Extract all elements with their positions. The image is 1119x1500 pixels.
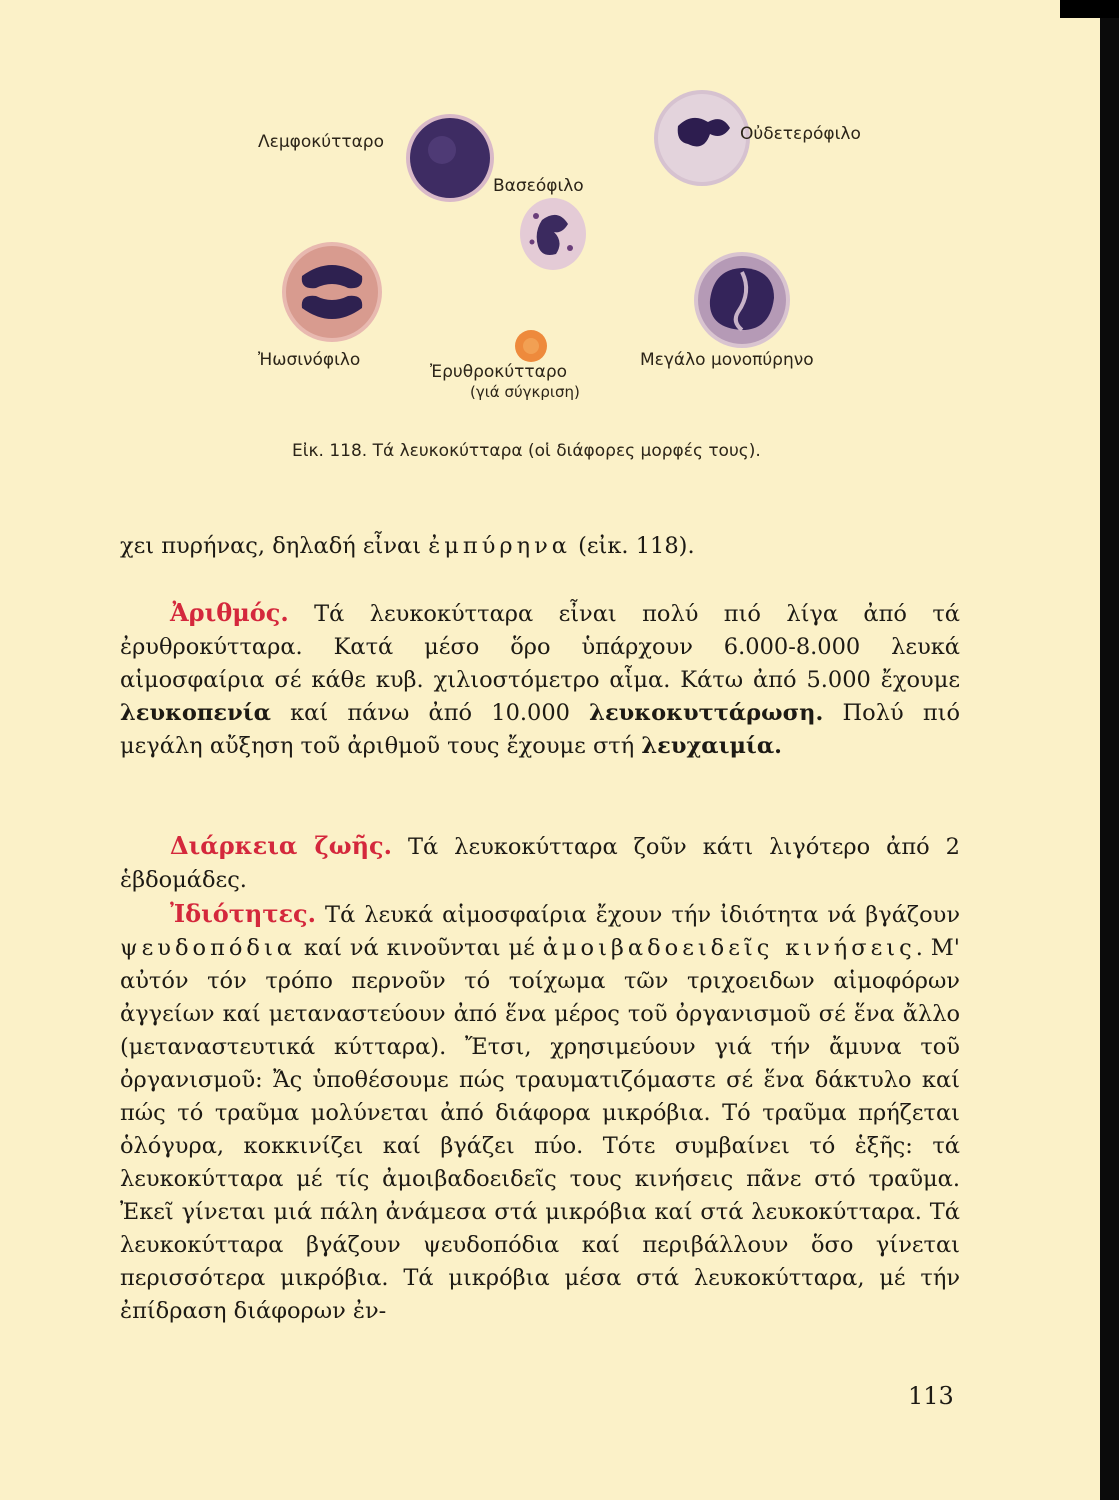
scan-corner — [1060, 0, 1119, 18]
life-heading: Διάρκεια ζωῆς. — [170, 831, 392, 860]
lymphocyte-label: Λεμφοκύτταρο — [258, 132, 384, 152]
erythrocyte-label: Ἐρυθροκύτταρο — [430, 362, 568, 382]
erythrocyte-cell-image — [514, 329, 548, 363]
properties-paragraph: Ἰδιότητες. Τά λευκά αἱμοσφαίρια ἔχουν τήν ἰδιότητα νά βγάζουν ψευδοπόδια καί νά κινοῦνται μέ ἀμοιβαδοειδεῖς κινήσεις. Μ' αὐτόν τόν τρόπο περνοῦν τό τοίχωμα τῶν τριχοειδων αἱμοφόρων ἀγγείων καί μεταναστεύουν ἀπό ἕνα μέρος τοῦ ὀργανισμοῦ σέ ἕνα ἄλλο (μεταναστευτικά κύτταρα). Ἔτσι, χρησιμεύουν γιά τήν ἄμυνα τοῦ ὀργανισμοῦ: Ἄς ὑποθέσουμε πώς τραυματιζόμαστε σέ ἕνα δάκτυλο καί πώς τό τραῦμα μολύνεται ἀπό διάφορα μικρόβια. Τό τραῦμα πρήζεται ὁλόγυρα, κοκκινίζει καί βγάζει πύο. Τότε συμβαίνει τό ἑξῆς: τά λευκοκύτταρα μέ τίς ἀμοιβαδοειδεῖς τους κινήσεις πᾶνε στό τραῦμα. Ἐκεῖ γίνεται μιά πάλη ἀνάμεσα στά μικρόβια καί στά λευκοκύτταρα. Τά λευκοκύτταρα βγάζουν ψευδοπόδια καί περιβάλλουν ὅσο γίνεται περισσότερα μικρόβια. Τά μικρόβια μέσα στά λευκοκύτταρα, μέ τήν ἐπίδραση διάφορων ἐν- — [120, 899, 960, 1324]
basophil-cell-image — [518, 196, 588, 272]
intro-paragraph: χει πυρήνας, δηλαδή εἶναι ἐμπύρηνα (εἰκ. 118). — [120, 533, 695, 559]
body-text — [120, 530, 960, 1328]
monocyte-cell-image — [692, 250, 792, 350]
lymphocyte-cell-image — [402, 110, 498, 206]
properties-heading: Ἰδιότητες. — [170, 899, 317, 928]
life-paragraph: Διάρκεια ζωῆς. Τά λευκοκύτταρα ζοῦν κάτι λιγότερο ἀπό 2 ἑβδομάδες. — [120, 831, 960, 893]
basophil-label: Βασεόφιλο — [493, 176, 584, 196]
erythrocyte-note-label: (γιά σύγκριση) — [470, 383, 580, 401]
neutrophil-cell-image — [650, 86, 754, 190]
number-paragraph: Ἀριθμός. Τά λευκοκύτταρα εἶναι πολύ πιό λίγα ἀπό τά ἐρυθροκύτταρα. Κατά μέσο ὅρο ὑπάρχουν 6.000-8.000 λευκά αἱμοσφαίρια σέ κάθε κυβ. χιλιοστόμετρο αἷμα. Κάτω ἀπό 5.000 ἔχουμε λευκοπενία καί πάνω ἀπό 10.000 λευκοκυττάρωση. Πολύ πιό μεγάλη αὔξηση τοῦ ἀριθμοῦ τους ἔχουμε στή λευχαιμία. — [120, 598, 960, 759]
monocyte-label: Μεγάλο μονοπύρηνο — [640, 350, 814, 370]
page-number: 113 — [908, 1382, 954, 1410]
scan-edge — [1100, 0, 1119, 1500]
eosinophil-label: Ἠωσινόφιλο — [258, 350, 361, 370]
eosinophil-cell-image — [280, 240, 384, 344]
number-heading: Ἀριθμός. — [170, 598, 289, 627]
figure-caption: Εἰκ. 118. Τά λευκοκύτταρα (οἱ διάφορες μορφές τους). — [292, 441, 761, 461]
neutrophil-label: Οὐδετερόφιλο — [740, 124, 861, 144]
